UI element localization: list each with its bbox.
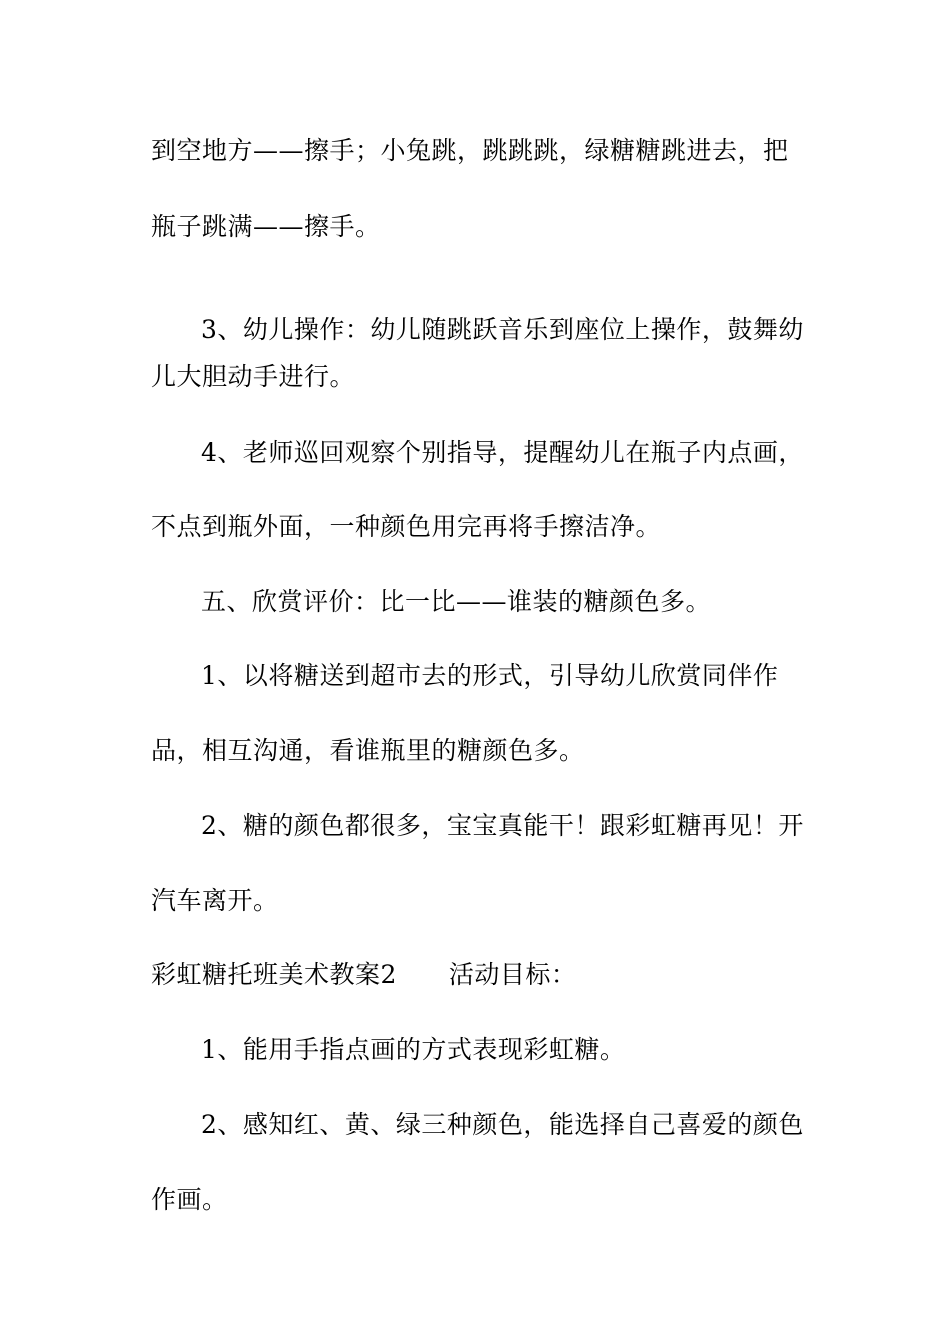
text-line: 4、老师巡回观察个别指导，提醒幼儿在瓶子内点画， bbox=[201, 438, 804, 467]
document-title: 彩虹糖托班美术教案2 bbox=[151, 960, 397, 989]
text-line: 3、幼儿操作：幼儿随跳跃音乐到座位上操作，鼓舞幼 bbox=[201, 315, 804, 344]
text-line: 不点到瓶外面，一种颜色用完再将手擦洁净。 bbox=[151, 512, 662, 541]
text-line: 1、以将糖送到超市去的形式，引导幼儿欣赏同伴作 bbox=[201, 661, 779, 690]
text-line: 汽车离开。 bbox=[151, 886, 279, 915]
text-line: 儿大胆动手进行。 bbox=[151, 362, 356, 391]
text-line: 到空地方——擦手；小兔跳，跳跳跳，绿糖糖跳进去，把 bbox=[151, 136, 789, 165]
text-line: 品，相互沟通，看谁瓶里的糖颜色多。 bbox=[151, 736, 585, 765]
section-heading: 五、欣赏评价：比一比——谁装的糖颜色多。 bbox=[201, 587, 712, 616]
text-line: 瓶子跳满——擦手。 bbox=[151, 212, 381, 241]
text-line: 作画。 bbox=[151, 1185, 228, 1214]
text-line: 2、糖的颜色都很多，宝宝真能干！跟彩虹糖再见！开 bbox=[201, 811, 804, 840]
activity-goal-label: 活动目标： bbox=[448, 960, 577, 989]
text-line: 2、感知红、黄、绿三种颜色，能选择自己喜爱的颜色 bbox=[201, 1110, 804, 1139]
text-line: 1、能用手指点画的方式表现彩虹糖。 bbox=[201, 1035, 626, 1064]
document-title-line bbox=[151, 955, 831, 995]
